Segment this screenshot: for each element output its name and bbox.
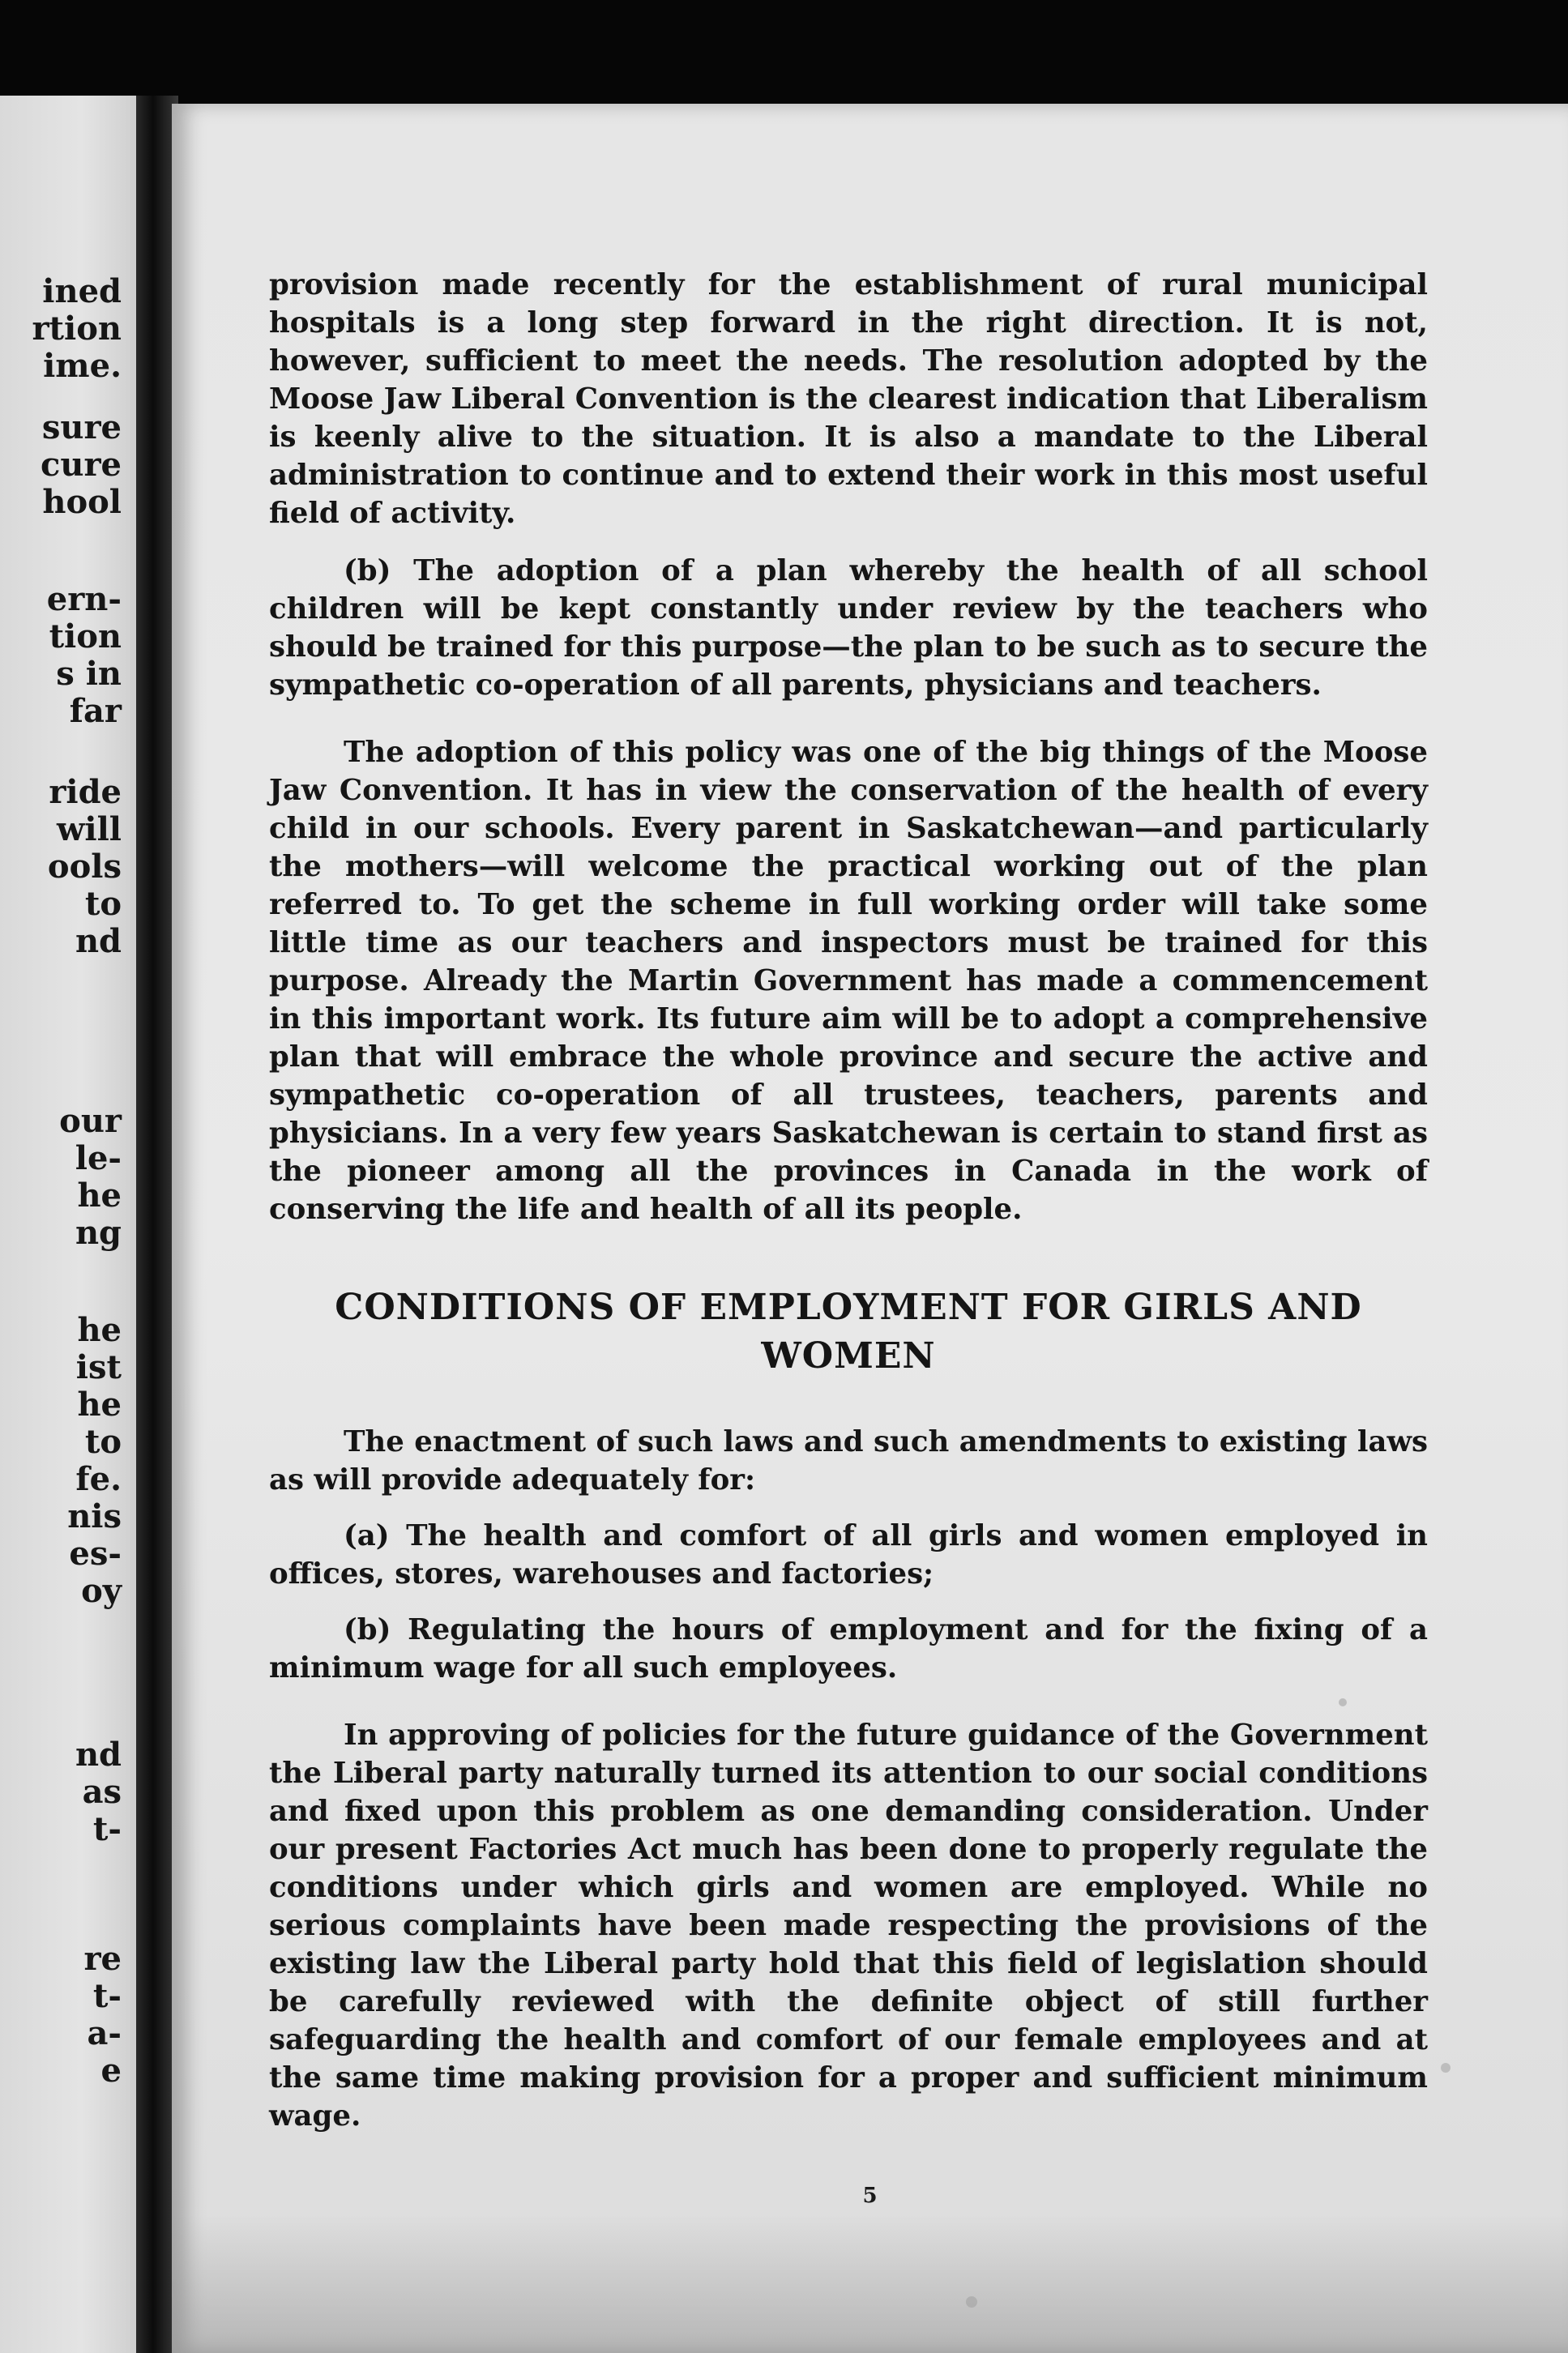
left-fragment: re [83, 1940, 122, 1978]
page-content [269, 266, 1428, 2135]
left-fragment: rtion [32, 310, 122, 348]
item-a-health-comfort: (a) The health and comfort of all girls and women employed in offices, stores, warehouses and factories; [269, 1519, 1428, 1591]
left-fragment: le- [75, 1139, 122, 1177]
left-fragment: s in [56, 655, 122, 693]
left-fragment: nis [67, 1497, 122, 1535]
paragraph-factories-act: In approving of policies for the future guidance of the Government the Liberal party naturally turned its attention to our social conditions and fixed upon this problem as one demanding consideration. Under our present Factories Act much has been done to properly regulate the conditions under which girls and women are employed. While no serious complaints have been made respecting the provisions of the existing law the Liberal party hold that this field of legislation should be carefully reviewed with the definite object of still further safeguarding the health and comfort of our female employees and at the same time making provision for a proper and sufficient minimum wage. [269, 1719, 1428, 2133]
left-fragment: sure [41, 408, 122, 446]
left-fragment: hool [42, 483, 122, 521]
left-fragment: ime. [43, 347, 122, 385]
left-fragment: will [56, 810, 122, 848]
document-page [172, 104, 1568, 2353]
left-fragment: as [82, 1773, 122, 1811]
left-fragment: t- [92, 1810, 122, 1848]
left-fragment: ined [42, 272, 122, 310]
left-fragment: a- [87, 2014, 122, 2052]
left-fragment: ride [49, 773, 122, 811]
left-fragment: t- [92, 1977, 122, 2015]
paragraph-moose-jaw-convention: The adoption of this policy was one of the big things of the Moose Jaw Convention. It has in view the conservation of the health of every child in our schools. Every parent in Saskatchewan—and particularly the mothers—will welcome the practical working out of the plan referred to. To get the scheme in full working order will take some little time as our teachers and inspectors must be trained for this purpose. Already the Martin Government has made a commencement in this important work. Its future aim will be to adopt a comprehensive plan that will embrace the whole province and secure the active and sympathetic co-operation of all trustees, teachers, parents and physicians. In a very few years Saskatchewan is certain to stand first as the pioneer among all the provinces in Canada in the work of conserving the life and health of all its people. [269, 736, 1428, 1226]
left-facing-page [0, 96, 136, 2353]
left-fragment: he [77, 1386, 122, 1424]
speck [1441, 2063, 1451, 2073]
left-fragment: oy [81, 1572, 122, 1610]
left-fragment: he [77, 1176, 122, 1215]
left-fragment: es- [69, 1535, 122, 1573]
left-fragment: fe. [75, 1460, 122, 1498]
left-fragment: nd [75, 922, 122, 960]
speck [966, 2296, 977, 2308]
left-fragment: our [59, 1102, 122, 1140]
page-number: 5 [862, 2184, 878, 2208]
left-fragment: tion [49, 617, 122, 656]
left-fragment: e [100, 2052, 122, 2090]
section-intro: The enactment of such laws and such amendments to existing laws as will provide adequately for: [269, 1425, 1428, 1497]
left-fragment: ist [75, 1348, 122, 1386]
section-heading-line-2: WOMEN [761, 1335, 936, 1377]
left-fragment: ools [47, 848, 122, 886]
item-b-hours-minimum-wage: (b) Regulating the hours of employment and for the fixing of a minimum wage for all such employees. [269, 1613, 1428, 1685]
left-fragment: far [69, 692, 122, 730]
left-fragment: ng [75, 1214, 122, 1252]
left-fragment: ern- [46, 580, 122, 618]
section-heading-line-1: CONDITIONS OF EMPLOYMENT FOR GIRLS AND [335, 1287, 1362, 1328]
left-fragment: cure [41, 446, 122, 484]
paragraph-hospitals: provision made recently for the establishment of rural municipal hospitals is a long step forward in the right direction. It is not, however, sufficient to meet the needs. The resolution adopted by the Moose Jaw Liberal Convention is the clearest indication that Liberalism is keenly alive to the situation. It is also a mandate to the Liberal administration to continue and to extend their work in this most useful field of activity. [269, 268, 1428, 530]
left-fragment: to [84, 885, 122, 923]
left-fragment: he [77, 1311, 122, 1349]
section-heading [269, 1283, 1428, 1381]
left-fragment: to [84, 1423, 122, 1461]
policy-b-school-health: (b) The adoption of a plan whereby the health of all school children will be kept constantly under review by the teachers who should be trained for this purpose—the plan to be such as to secure the sympathetic co-operation of all parents, physicians and teachers. [269, 554, 1428, 702]
left-fragment: nd [75, 1736, 122, 1774]
